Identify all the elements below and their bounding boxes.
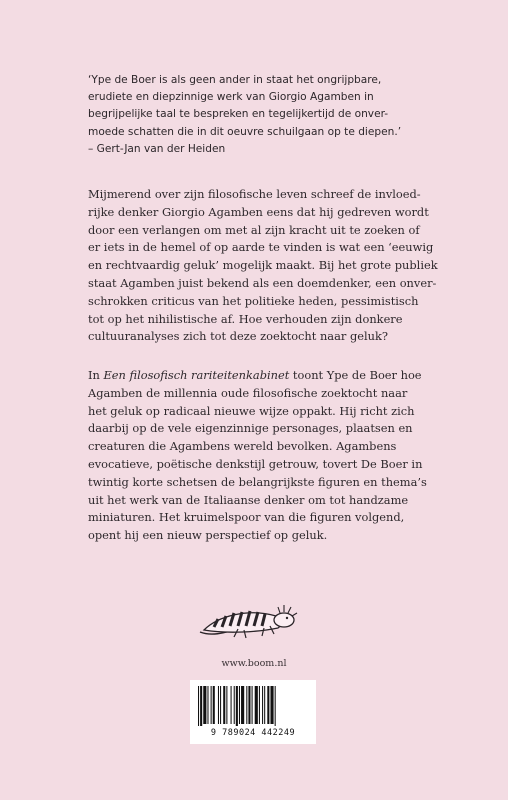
paragraph-line: en rechtvaardig geluk’ mogelijk maakt. Bij het grote publiek xyxy=(88,258,438,273)
barcode-bar xyxy=(246,686,247,724)
barcode-bar xyxy=(248,686,250,724)
barcode-bar xyxy=(262,686,263,724)
description-paragraph-2 xyxy=(88,367,448,545)
paragraph-line: Agamben de millennia oude filosofische zoektocht naar xyxy=(88,385,408,400)
paragraph-line: twintig korte schetsen de belangrijkste figuren en thema’s xyxy=(88,474,427,489)
paragraph-line: rijke denker Giorgio Agamben eens dat hij gedreven wordt xyxy=(88,204,429,219)
barcode-bar xyxy=(270,686,273,724)
barcode xyxy=(190,680,316,744)
axolotl-icon xyxy=(198,602,308,642)
barcode-bar xyxy=(226,686,227,724)
paragraph-line: daarbij op de vele eigenzinnige personages, plaatsen en xyxy=(88,421,413,436)
barcode-bar xyxy=(241,686,244,724)
paragraph-line: miniaturen. Het kruimelspoor van die figuren volgend, xyxy=(88,510,405,525)
paragraph-line: er iets in de hemel of op aarde te vinden is wat een ‘eeuwig xyxy=(88,240,434,255)
barcode-bar xyxy=(213,686,215,724)
barcode-bar xyxy=(220,686,221,724)
barcode-bar xyxy=(267,686,269,724)
paragraph-line: door een verlangen om met al zijn kracht uit te zoeken of xyxy=(88,222,420,237)
book-title: Een filosofisch rariteitenkabinet xyxy=(103,368,290,382)
barcode-bar xyxy=(198,686,199,726)
line-suffix: toont Ype de Boer hoe xyxy=(289,368,422,382)
barcode-bar xyxy=(200,686,202,726)
barcode-bars xyxy=(196,686,310,726)
barcode-bar xyxy=(211,686,212,724)
paragraph-line: staat Agamben juist bekend als een doemdenker, een onver- xyxy=(88,275,437,290)
quote-line: erudiete en diepzinnige werk van Giorgio Agamben in xyxy=(88,91,374,104)
paragraph-line-first xyxy=(88,367,448,385)
quote-line: begrijpelijke taal te bespreken en tegelijkertijd de onver- xyxy=(88,108,389,121)
barcode-bar xyxy=(264,686,265,724)
quote-attribution: – Gert-Jan van der Heiden xyxy=(88,142,226,155)
barcode-bar xyxy=(234,686,235,724)
line-prefix: In xyxy=(88,368,104,382)
barcode-bar xyxy=(255,686,258,724)
description-paragraph-1 xyxy=(88,186,448,346)
barcode-bar xyxy=(231,686,232,724)
barcode-bar xyxy=(275,686,276,726)
paragraph-line: evocatieve, poëtische denkstijl getrouw, tovert De Boer in xyxy=(88,456,423,471)
barcode-bar xyxy=(207,686,208,724)
quote-line: ‘Ype de Boer is als geen ander in staat het ongrijpbare, xyxy=(88,74,382,86)
barcode-bar xyxy=(218,686,219,724)
publisher-url: www.boom.nl xyxy=(221,658,287,669)
barcode-bar xyxy=(259,686,260,724)
isbn-number: 9 789024 442249 xyxy=(210,728,296,738)
paragraph-line: uit het werk van de Italiaanse denker om tot handzame xyxy=(88,492,409,507)
barcode-bar xyxy=(203,686,206,724)
paragraph-line: het geluk op radicaal nieuwe wijze oppakt. Hij richt zich xyxy=(88,403,415,418)
paragraph-line: creaturen die Agambens wereld bevolken. Agambens xyxy=(88,439,397,454)
barcode-bar xyxy=(223,686,225,724)
barcode-bar xyxy=(239,686,240,724)
paragraph-line: schrokken criticus van het politieke heden, pessimistisch xyxy=(88,293,419,308)
paragraph-line: Mijmerend over zijn filosofische leven schreef de invloed- xyxy=(88,187,421,201)
paragraph-line: opent hij een nieuw perspectief op geluk. xyxy=(88,528,328,543)
endorsement-quote xyxy=(88,72,448,158)
barcode-bar xyxy=(252,686,253,724)
quote-line: moede schatten die in dit oeuvre schuilgaan op te diepen.’ xyxy=(88,125,402,138)
paragraph-line: cultuuranalyses zich tot deze zoektocht naar geluk? xyxy=(88,329,388,344)
barcode-bar xyxy=(236,686,238,726)
paragraph-line: tot op het nihilistische af. Hoe verhouden zijn donkere xyxy=(88,311,403,326)
